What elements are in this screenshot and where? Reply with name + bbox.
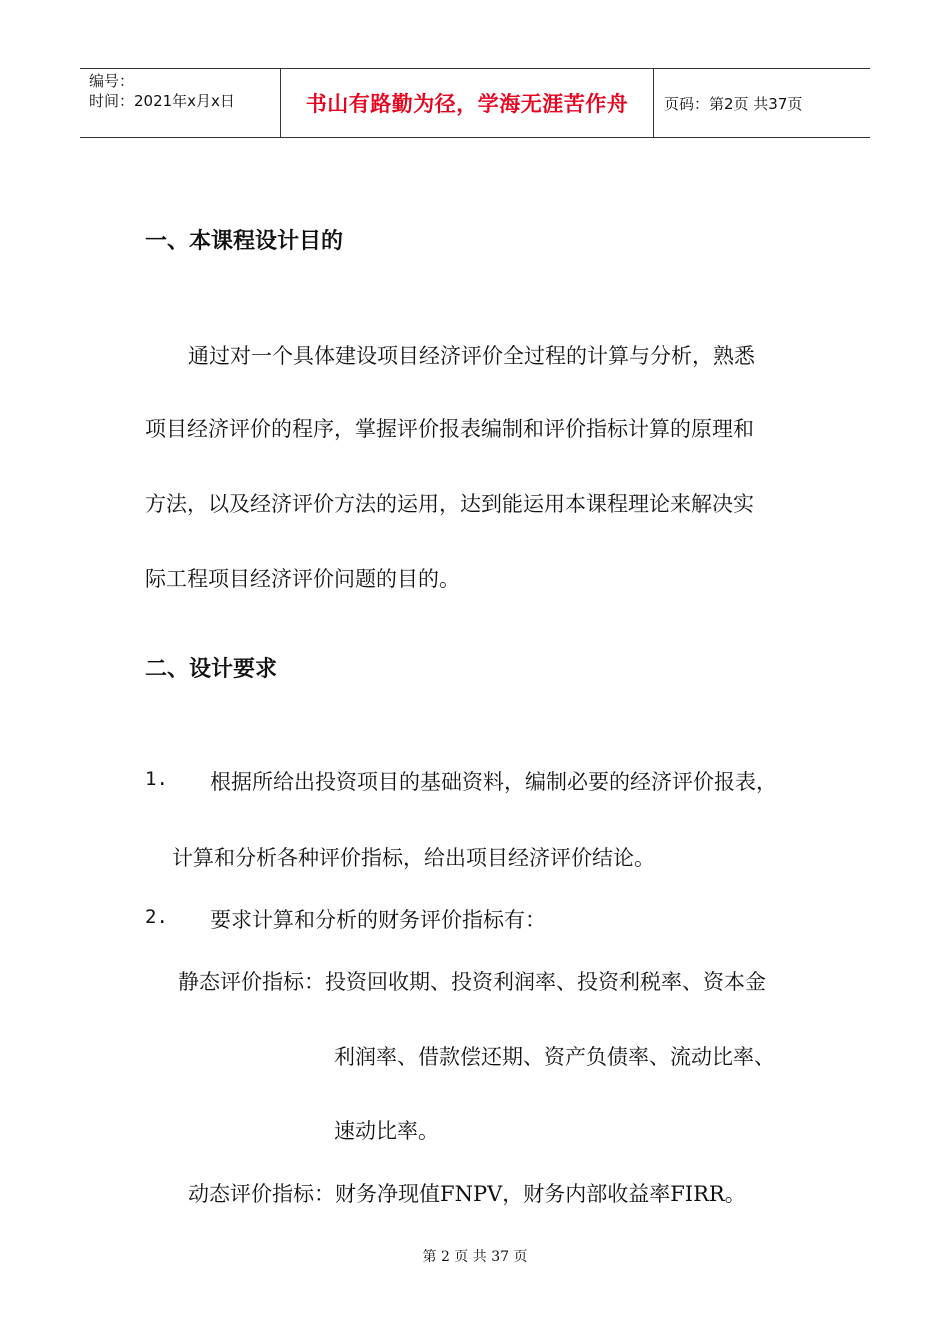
section-1-line-2: 项目经济评价的程序，掌握评价报表编制和评价指标计算的原理和: [145, 417, 754, 441]
section-1-line-4: 际工程项目经济评价问题的目的。: [145, 567, 460, 591]
header-page-info: 页码：第2页 共37页: [664, 94, 803, 113]
item-2-number: 2.: [145, 906, 168, 928]
item-2-line-1: 要求计算和分析的财务评价指标有：: [210, 908, 546, 932]
date-label: 时间：2021年x月x日: [89, 92, 235, 110]
header-motto: 书山有路勤为径，学海无涯苦作舟: [281, 69, 654, 137]
static-indicators-line-2: 利润率、借款偿还期、资产负债率、流动比率、: [334, 1045, 775, 1069]
section-1-line-1: 通过对一个具体建设项目经济评价全过程的计算与分析，熟悉: [188, 344, 755, 368]
static-indicators-line-3: 速动比率。: [334, 1119, 439, 1143]
header-table: [80, 68, 870, 138]
item-1-line-1: 根据所给出投资项目的基础资料，编制必要的经济评价报表，: [210, 770, 777, 794]
item-1-line-2: 计算和分析各种评价指标，给出项目经济评价结论。: [172, 846, 655, 870]
header-meta: [80, 69, 281, 137]
number-label: 编号：: [89, 72, 135, 90]
dynamic-indicators-line: 动态评价指标：财务净现值FNPV，财务内部收益率FIRR。: [188, 1182, 746, 1206]
section-2-title: 二、设计要求: [145, 657, 278, 682]
section-1-title: 一、本课程设计目的: [145, 229, 344, 254]
page-footer: 第 2 页 共 37 页: [422, 1249, 528, 1265]
section-1-line-3: 方法，以及经济评价方法的运用，达到能运用本课程理论来解决实: [145, 492, 754, 516]
static-indicators-line-1: 静态评价指标：投资回收期、投资利润率、投资利税率、资本金: [178, 970, 766, 994]
item-1-number: 1.: [145, 768, 168, 790]
